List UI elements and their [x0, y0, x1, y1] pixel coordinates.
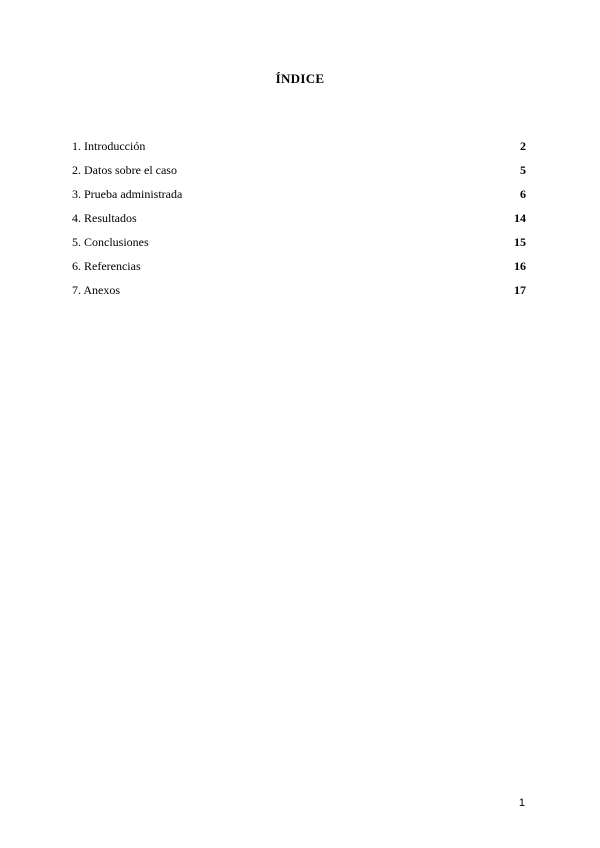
toc-entry-label: 5. Conclusiones	[72, 235, 149, 249]
toc-entry-page: 16	[514, 259, 526, 273]
toc-entry	[72, 211, 526, 235]
toc-entry-page: 14	[514, 211, 526, 225]
toc-entry-label: 6. Referencias	[72, 259, 141, 273]
toc-entry	[72, 283, 526, 307]
toc-entry-label: 1. Introducción	[72, 139, 146, 153]
toc-entry-label: 3. Prueba administrada	[72, 187, 183, 201]
toc-entry-page: 6	[520, 187, 526, 201]
toc-entry-page: 15	[514, 235, 526, 249]
toc-entry-page: 5	[520, 163, 526, 177]
page-title: ÍNDICE	[275, 71, 325, 86]
toc-entry-page: 17	[514, 283, 526, 297]
table-of-contents	[72, 139, 526, 307]
toc-entry-label: 7. Anexos	[72, 283, 120, 297]
toc-entry	[72, 163, 526, 187]
toc-entry	[72, 259, 526, 283]
toc-entry	[72, 187, 526, 211]
toc-entry	[72, 139, 526, 163]
toc-entry-label: 4. Resultados	[72, 211, 137, 225]
page-number: 1	[518, 797, 525, 809]
toc-entry	[72, 235, 526, 259]
toc-entry-label: 2. Datos sobre el caso	[72, 163, 177, 177]
toc-entry-page: 2	[520, 139, 526, 153]
